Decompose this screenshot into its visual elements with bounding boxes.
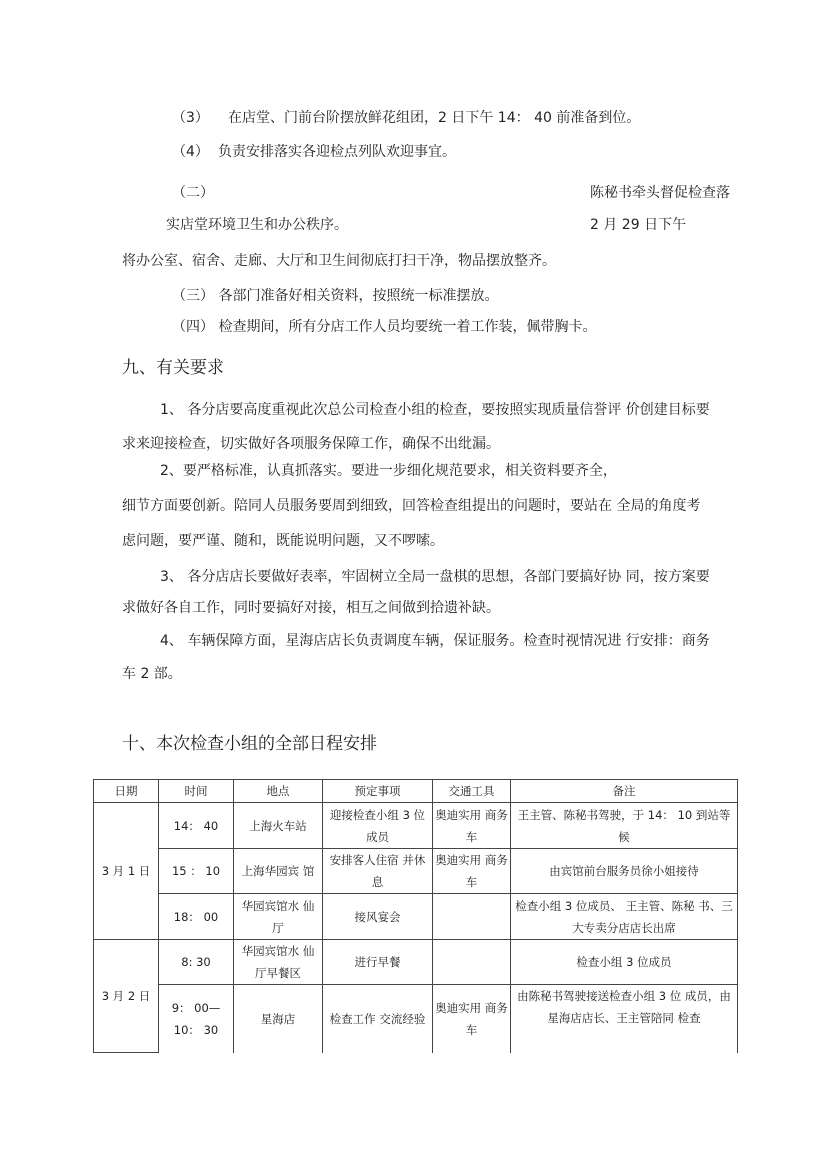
para-4: （四） 检查期间，所有分店工作人员均要统一着工作装，佩带胸卡。 — [172, 319, 597, 335]
para-3: （三） 各部门准备好相关资料，按照统一标准摆放。 — [172, 288, 499, 304]
req-line: 虑问题，要严谨、随和，既能说明问题，又不啰嗦。 — [122, 533, 444, 549]
header-cell: 地点 — [234, 780, 323, 803]
section-10-title: 十、本次检查小组的全部日程安排 — [122, 734, 377, 754]
header-cell: 时间 — [159, 780, 234, 803]
para-2-label: （二） — [172, 185, 214, 201]
req-line: 2、要严格标准，认真抓落实。要进一步细化规范要求，相关资料要齐全， — [160, 463, 617, 479]
req-line: 求来迎接检查，切实做好各项服务保障工作，确保不出纰漏。 — [122, 436, 500, 452]
cell: 奥迪实用 商务车 — [433, 803, 511, 849]
req-line: 车 2 部。 — [122, 666, 182, 682]
cell: 检查小组 3 位成员 — [511, 940, 738, 985]
para-2-text-a: 陈秘书牵头督促检查落 — [590, 185, 730, 201]
cell: 由陈秘书驾驶接送检查小组 3 位 成员，由星海店店长、王主管陪同 检查 — [511, 985, 738, 1053]
header-cell: 交通工具 — [433, 780, 511, 803]
cell — [433, 894, 511, 940]
cell: 奥迪实用 商务车 — [433, 985, 511, 1053]
cell: 9： 00— 10： 30 — [159, 985, 234, 1053]
table-row — [94, 940, 738, 985]
cell: 进行早餐 — [323, 940, 433, 985]
table-row — [94, 894, 738, 940]
cell: 华园宾馆水 仙厅早餐区 — [234, 940, 323, 985]
cell: 检查工作 交流经验 — [323, 985, 433, 1053]
item-3-text: 在店堂、门前台阶摆放鲜花组团，2 日下午 14： 40 前准备到位。 — [228, 110, 641, 126]
cell: 安排客人住宿 并休息 — [323, 849, 433, 894]
cell: 14： 40 — [159, 803, 234, 849]
cell: 上海火车站 — [234, 803, 323, 849]
cell: 迎接检查小组 3 位成员 — [323, 803, 433, 849]
req-line: 1、 各分店要高度重视此次总公司检查小组的检查，要按照实现质量信誉评 价创建目标要 — [160, 402, 710, 418]
date-cell: 3 月 2 日 — [94, 940, 159, 1053]
cell: 上海华园宾 馆 — [234, 849, 323, 894]
cell: 18： 00 — [159, 894, 234, 940]
cell: 奥迪实用 商务车 — [433, 849, 511, 894]
para-2-date: 2 月 29 日下午 — [590, 217, 687, 233]
table-row — [94, 803, 738, 849]
para-2-text-c: 将办公室、宿舍、走廊、大厅和卫生间彻底打扫干净，物品摆放整齐。 — [122, 253, 556, 269]
header-cell: 备注 — [511, 780, 738, 803]
cell: 星海店 — [234, 985, 323, 1053]
cell: 15 ： 10 — [159, 849, 234, 894]
header-cell: 日期 — [94, 780, 159, 803]
table-header-row — [94, 780, 738, 803]
req-line: 细节方面要创新。陪同人员服务要周到细致，回答检查组提出的问题时，要站在 全局的角度考 — [122, 498, 701, 514]
section-9-title: 九、有关要求 — [122, 358, 224, 378]
req-line: 4、 车辆保障方面，星海店店长负责调度车辆，保证服务。检查时视情况进 行安排：商务 — [160, 633, 710, 649]
table-row — [94, 985, 738, 1053]
header-cell: 预定事项 — [323, 780, 433, 803]
table-row — [94, 849, 738, 894]
item-4-text: 负责安排落实各迎检点列队欢迎事宜。 — [218, 144, 456, 160]
cell: 接风宴会 — [323, 894, 433, 940]
schedule-table — [93, 779, 738, 1053]
cell: 华园宾馆水 仙厅 — [234, 894, 323, 940]
item-4-number: （4） — [172, 144, 209, 160]
cell: 由宾馆前台服务员徐小姐接待 — [511, 849, 738, 894]
req-line: 求做好各自工作，同时要搞好对接，相互之间做到拾遗补缺。 — [122, 600, 500, 616]
cell: 王主管、陈秘书驾驶，于 14： 10 到站等候 — [511, 803, 738, 849]
date-cell: 3 月 1 日 — [94, 803, 159, 940]
cell — [433, 940, 511, 985]
para-2-text-b: 实店堂环境卫生和办公秩序。 — [166, 217, 348, 233]
req-line: 3、 各分店店长要做好表率，牢固树立全局一盘棋的思想，各部门要搞好协 同，按方案要 — [160, 569, 710, 585]
cell: 检查小组 3 位成员、 王主管、陈秘 书、三大专卖分店店长出席 — [511, 894, 738, 940]
item-3-number: （3） — [172, 110, 209, 126]
cell: 8: 30 — [159, 940, 234, 985]
